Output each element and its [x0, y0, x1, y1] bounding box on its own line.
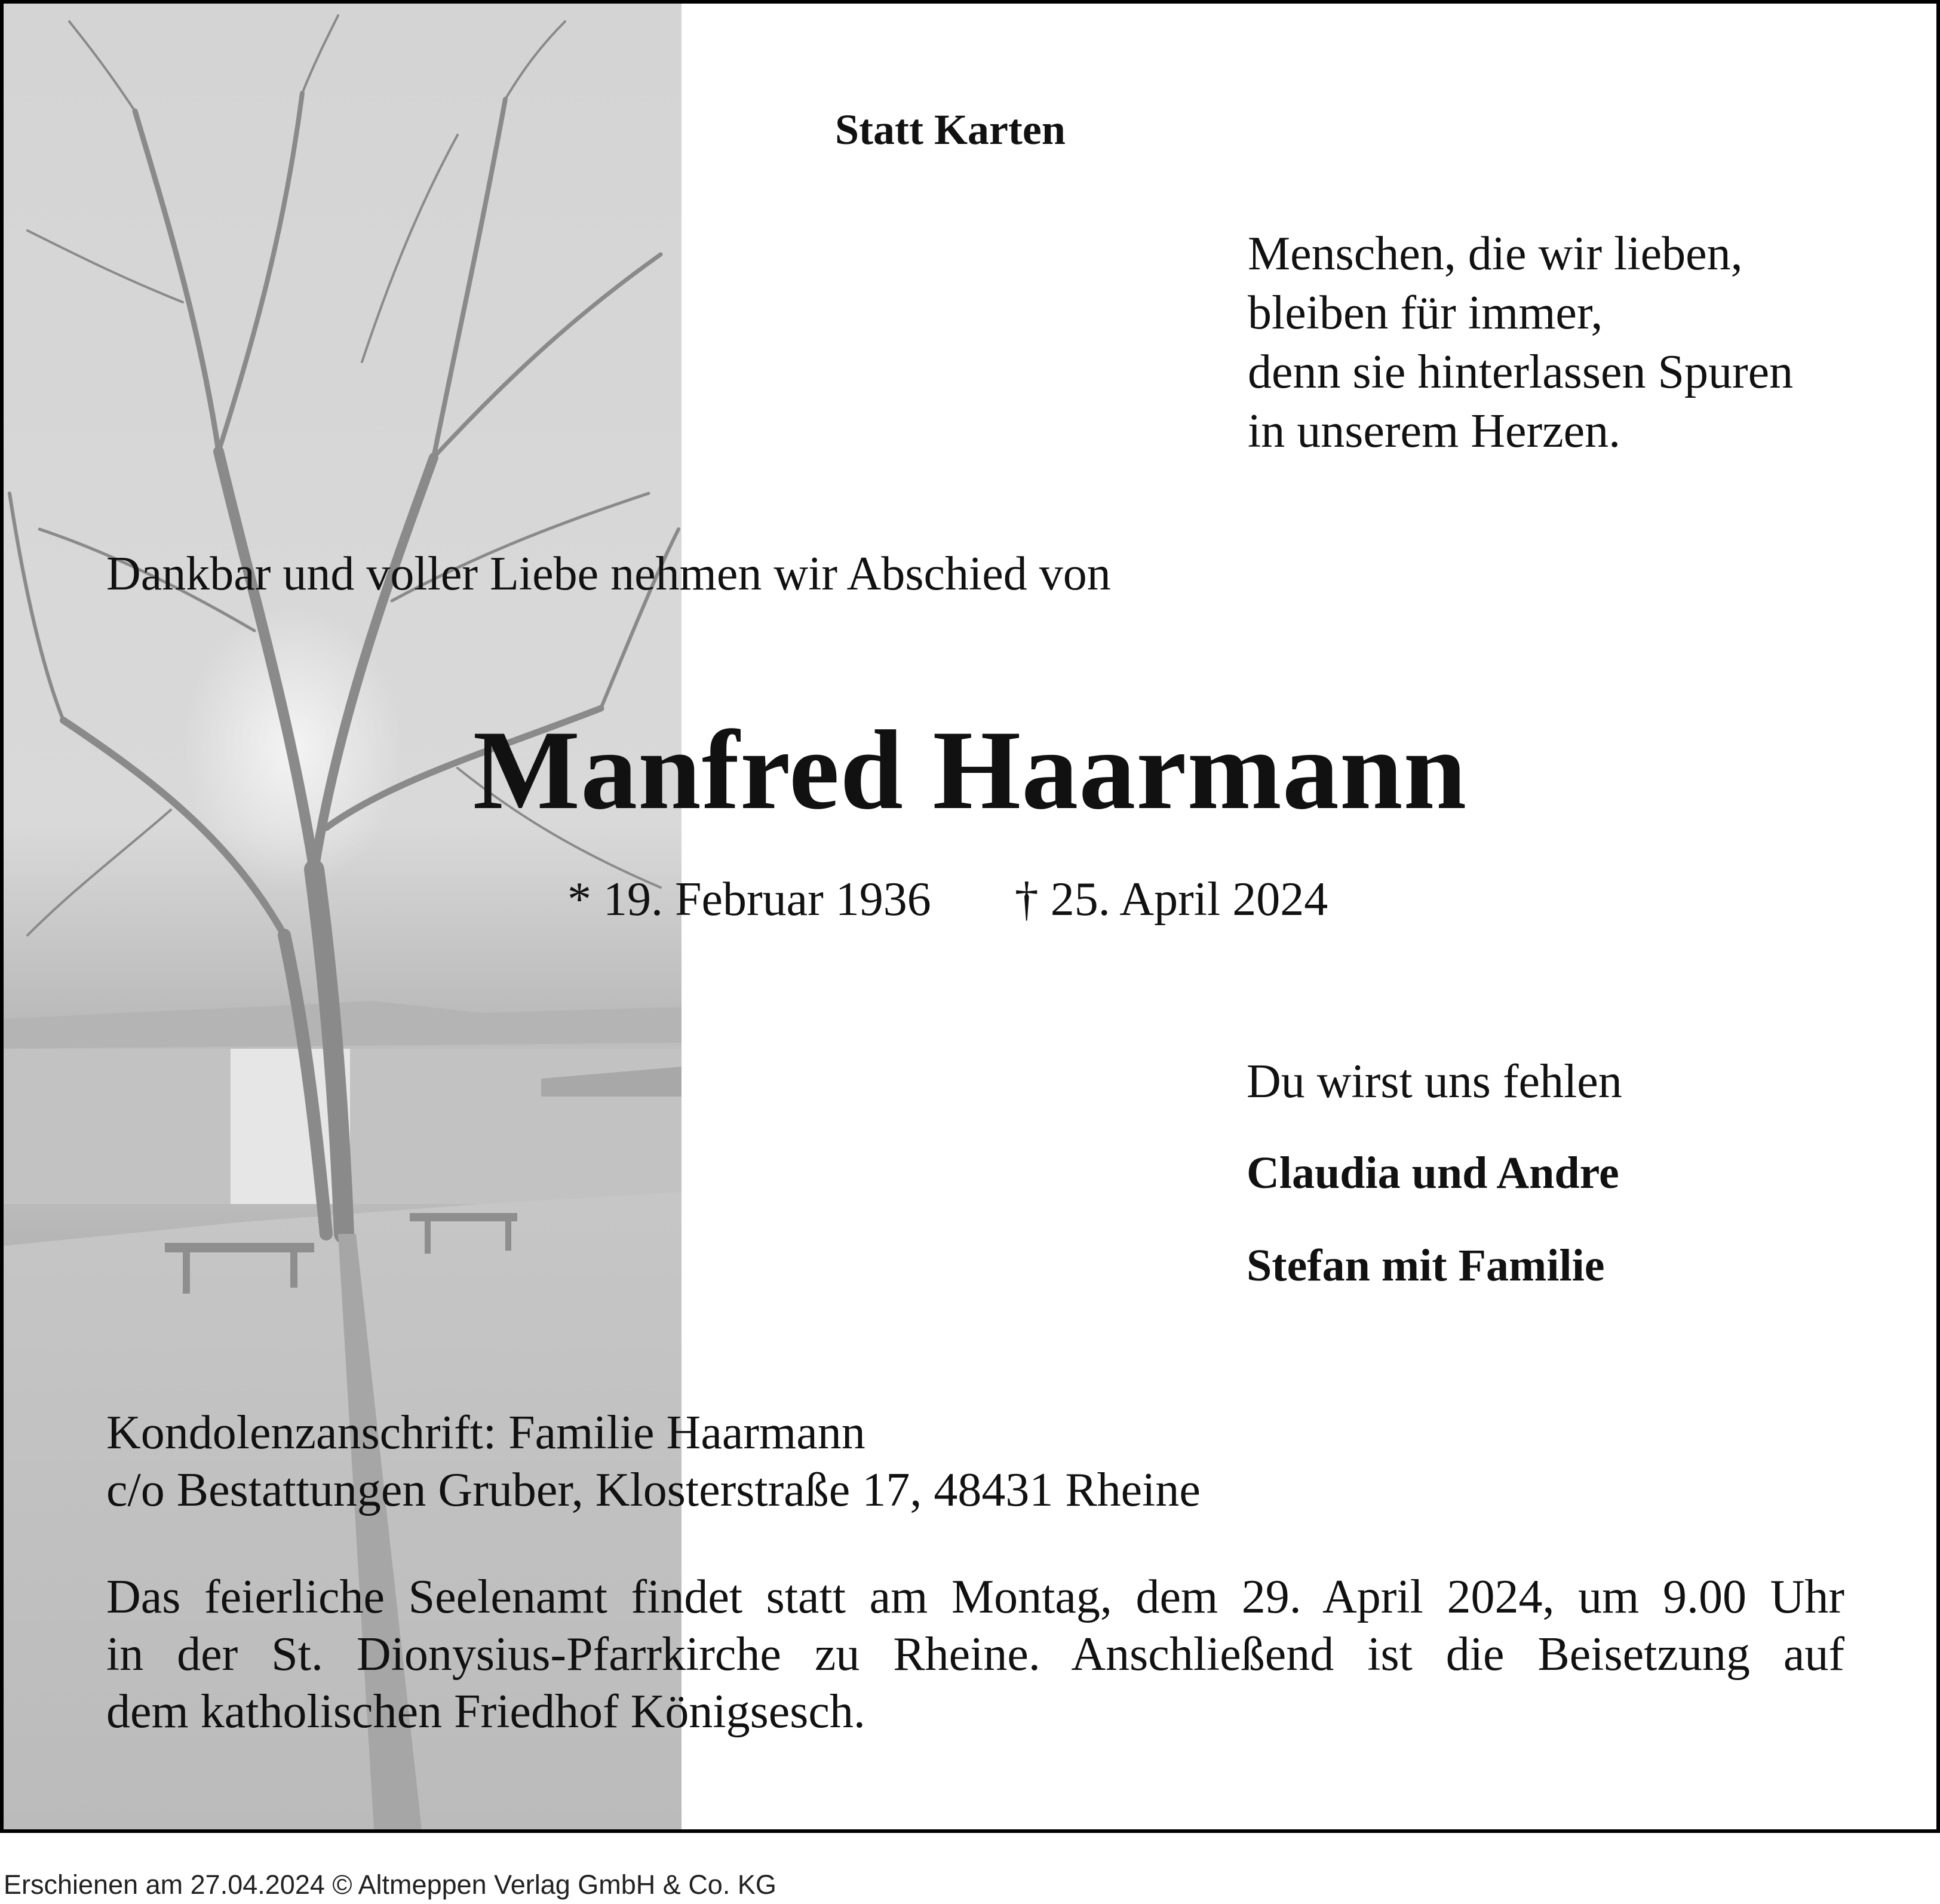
deceased-name: Manfred Haarmann — [472, 708, 1468, 833]
poem-line: in unserem Herzen. — [1248, 405, 1621, 457]
condolence-address — [106, 1404, 1201, 1519]
poem-line: bleiben für immer, — [1248, 287, 1603, 339]
closing-text: Du wirst uns fehlen — [1247, 1055, 1622, 1108]
address-line: Kondolenzanschrift: Familie Haarmann — [106, 1406, 865, 1459]
birth-date: * 19. Februar 1936 — [567, 873, 931, 926]
mourner-name: Claudia und Andre — [1247, 1148, 1619, 1198]
poem-line: Menschen, die wir lieben, — [1248, 228, 1743, 280]
service-line: dem katholischen Friedhof Königsesch. — [106, 1685, 865, 1738]
mourner-name: Stefan mit Familie — [1247, 1240, 1605, 1291]
death-date: † 25. April 2024 — [1014, 873, 1328, 926]
service-line: in der St. Dionysius-Pfarrkirche zu Rheine. Anschließend ist die Beisetzung auf — [106, 1628, 1844, 1681]
life-dates — [567, 873, 1328, 927]
intro-text: Dankbar und voller Liebe nehmen wir Abschied von — [106, 548, 1111, 600]
service-line: Das feierliche Seelenamt findet statt am Montag, dem 29. April 2024, um 9.00 Uhr — [106, 1571, 1844, 1623]
service-details — [106, 1568, 1844, 1740]
poem-line: denn sie hinterlassen Spuren — [1248, 346, 1794, 398]
publication-footer: Erschienen am 27.04.2024 © Altmeppen Verlag GmbH & Co. KG — [4, 1869, 776, 1900]
header-statt-karten: Statt Karten — [835, 106, 1066, 153]
poem — [1248, 225, 1793, 461]
address-line: c/o Bestattungen Gruber, Klosterstraße 17, 48431 Rheine — [106, 1464, 1201, 1516]
